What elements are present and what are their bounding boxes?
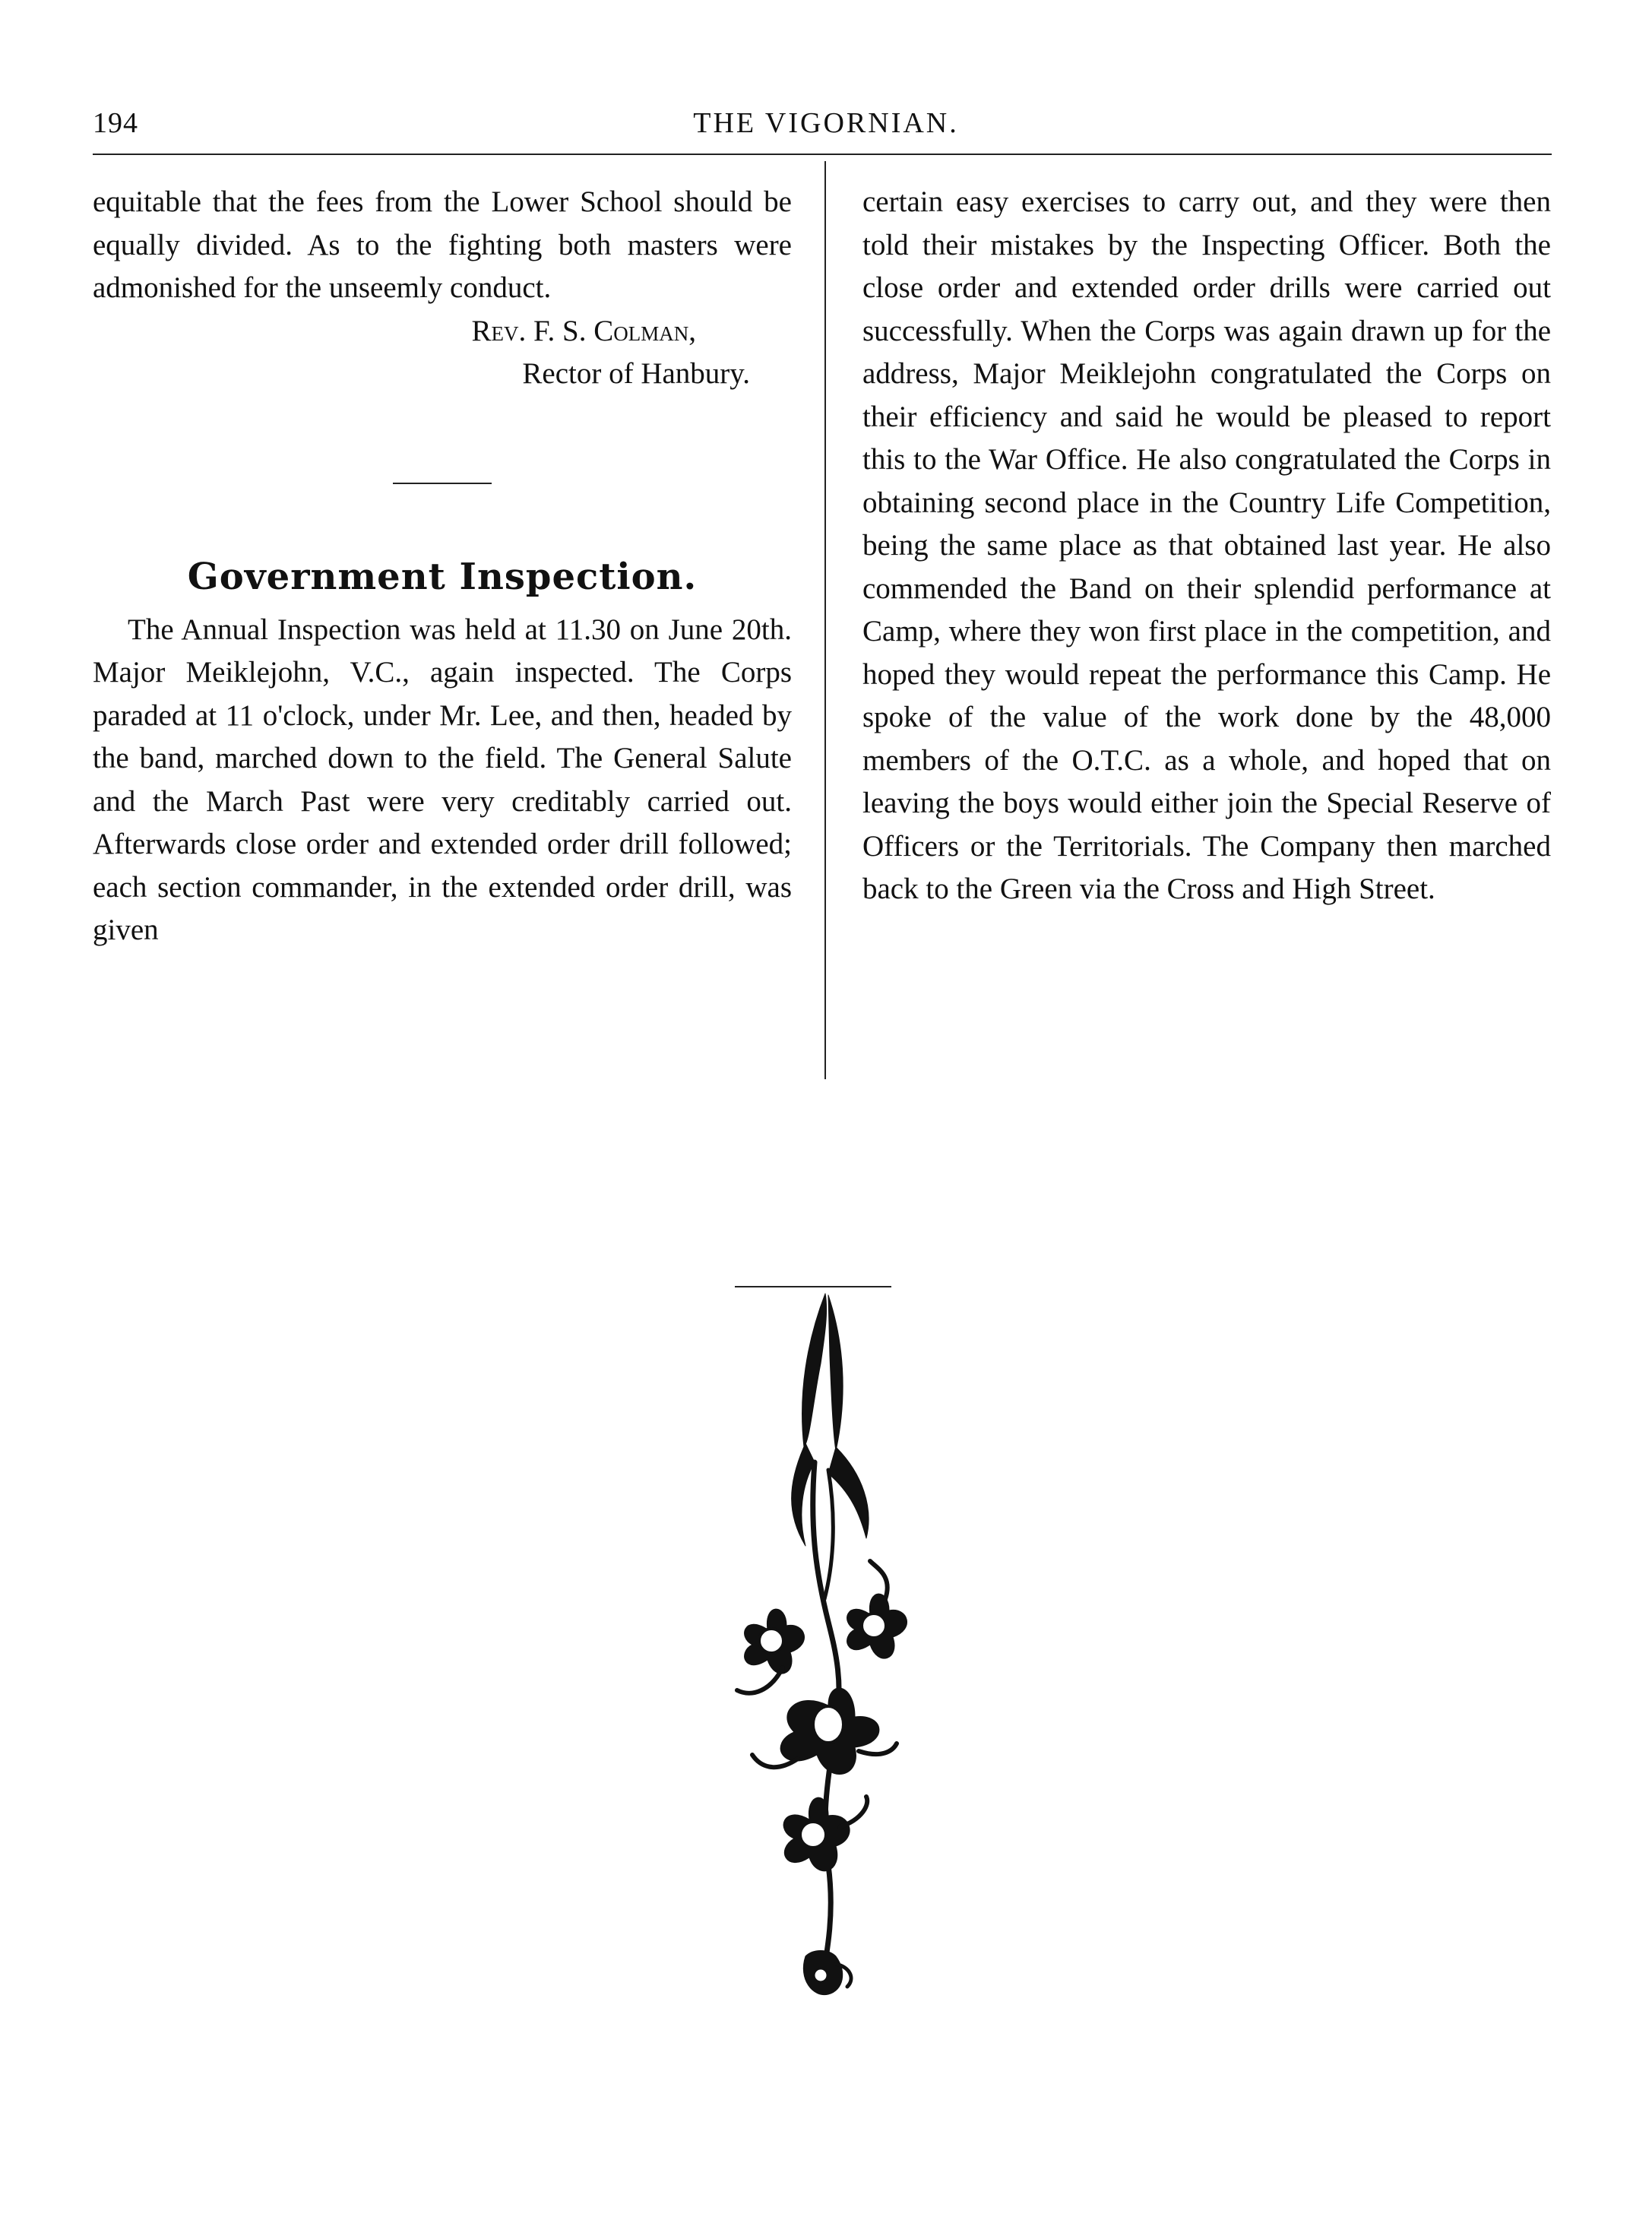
running-title: THE VIGORNIAN. xyxy=(693,107,959,139)
right-column xyxy=(862,181,1551,911)
section-divider-rule xyxy=(393,483,492,484)
hanging-orchid-ornament-icon xyxy=(714,1287,942,2047)
page-number: 194 xyxy=(93,107,138,139)
continued-paragraph: equitable that the fees from the Lower School should be equally divided. As to the fighting both masters were admonished for the unseemly conduct. xyxy=(93,185,792,304)
column-divider xyxy=(824,161,826,1079)
header-rule xyxy=(93,154,1552,155)
signature-name: Rev. F. S. Colman, xyxy=(471,314,696,347)
section-paragraph: The Annual Inspection was held at 11.30 on June 20th. Major Meiklejohn, V.C., again inspected. The Corps paraded at 11 o'clock, under Mr. Lee, and then, headed by the band, marched down to the field. The General Salute and the March Past were very creditably carried out. Afterwards close order and extended order drill followed; each section commander, in the extended order drill, was given xyxy=(93,613,792,946)
left-column xyxy=(93,181,792,952)
section-heading: Government Inspection. xyxy=(187,555,698,598)
right-column-paragraph: certain easy exercises to carry out, and they were then told their mistakes by the Inspecting Officer. Both the close order and extended order drills were carried out successfully. When the Corps was again drawn up for the address, Major Meiklejohn congratulated the Corps on their efficiency and said he would be pleased to report this to the War Office. He also congratulated the Corps in obtaining second place in the Country Life Competition, being the same place as that obtained last year. He also commended the Band on their splendid performance at Camp, where they won first place in the competition, and hoped they would repeat the performance this Camp. He spoke of the value of the work done by the 48,000 members of the O.T.C. as a whole, and hoped that on leaving the boys would either join the Special Reserve of Officers or the Territorials. The Company then marched back to the Green via the Cross and High Street. xyxy=(862,185,1551,905)
signature-title: Rector of Hanbury. xyxy=(522,357,750,390)
